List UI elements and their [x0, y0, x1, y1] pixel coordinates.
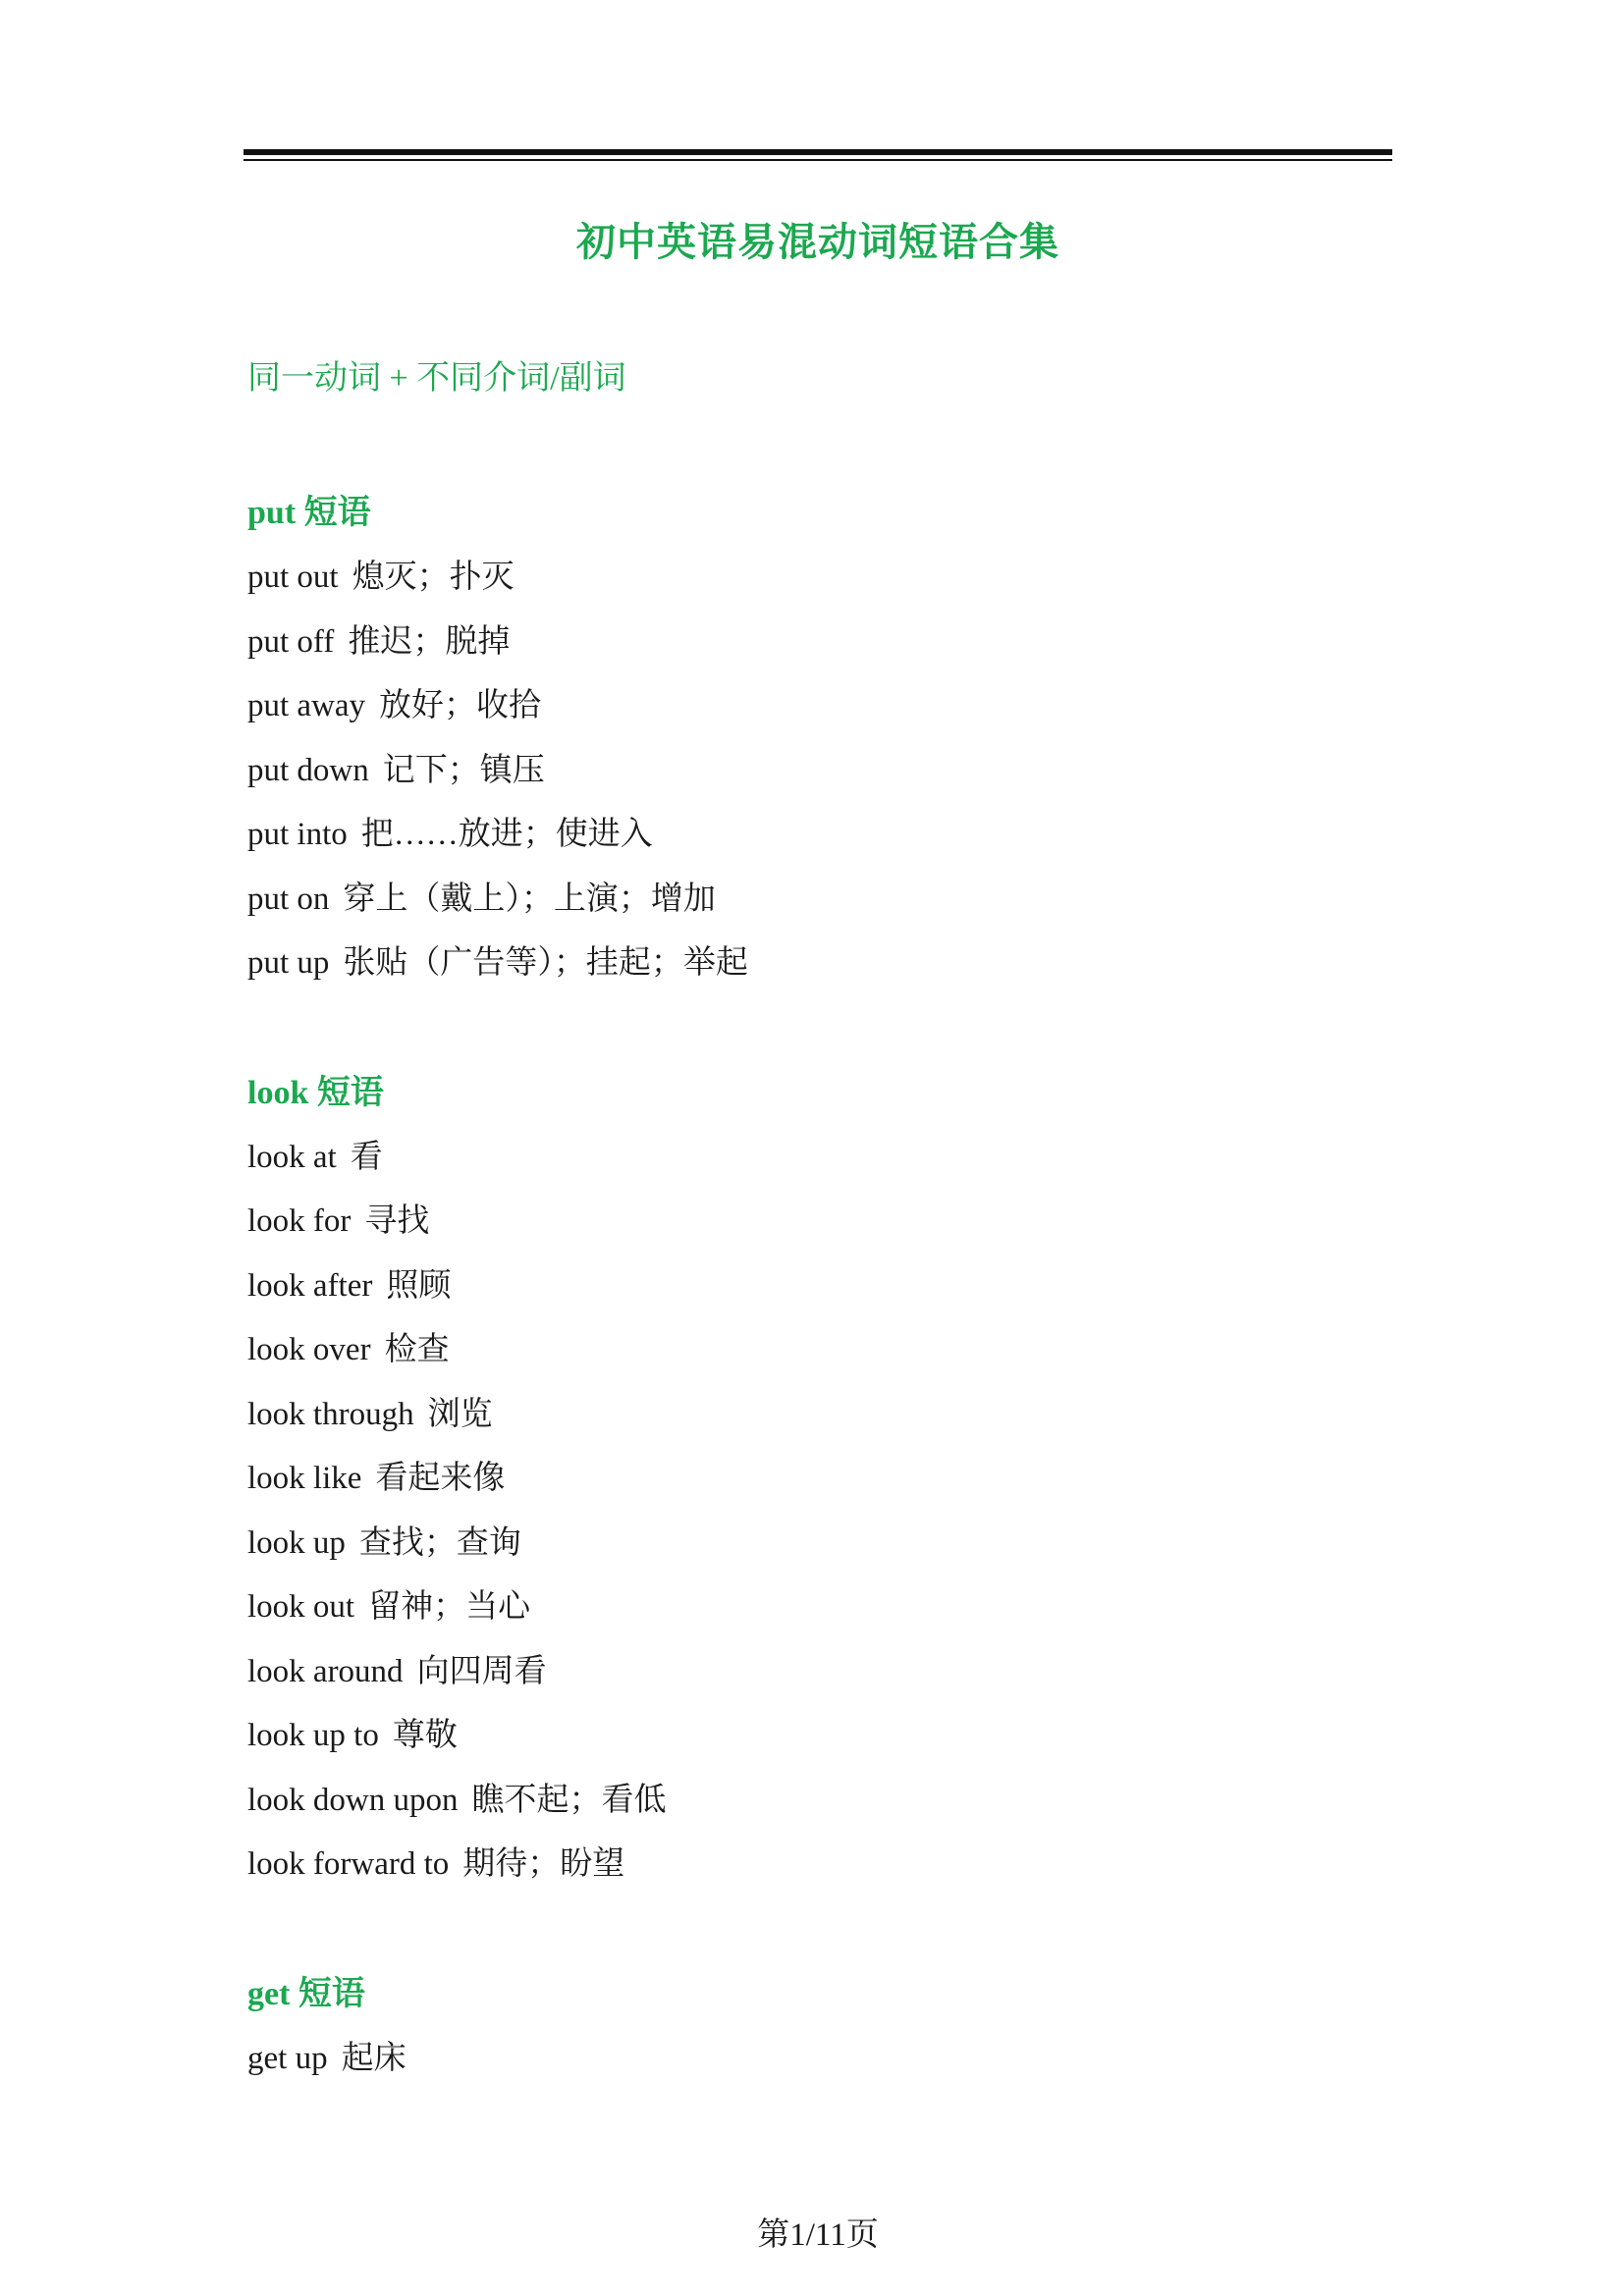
phrase-text: look after — [247, 1267, 373, 1304]
phrase-section — [247, 481, 1386, 996]
phrase-entry — [247, 1769, 1386, 1834]
phrase-text: put down — [247, 752, 369, 788]
phrase-entry — [247, 1704, 1386, 1769]
phrase-meaning: 查找；查询 — [358, 1524, 521, 1561]
phrase-text: look through — [247, 1396, 414, 1432]
phrase-meaning: 看 — [350, 1139, 383, 1175]
phrase-entry — [247, 1512, 1386, 1576]
header-rule — [244, 149, 1392, 155]
phrase-text: look at — [247, 1139, 337, 1175]
phrase-meaning: 起床 — [341, 2040, 406, 2076]
phrase-entry — [247, 1190, 1386, 1255]
phrase-text: put away — [247, 688, 366, 723]
document-title: 初中英语易混动词短语合集 — [576, 220, 1059, 264]
phrase-entry — [247, 1126, 1386, 1191]
phrase-text: put off — [247, 623, 335, 660]
phrase-meaning: 检查 — [384, 1332, 450, 1367]
phrase-entry — [247, 611, 1386, 675]
phrase-meaning: 浏览 — [427, 1396, 493, 1432]
phrase-text: look forward to — [247, 1846, 450, 1882]
phrase-meaning: 记下；镇压 — [382, 752, 545, 788]
phrase-meaning: 寻找 — [364, 1203, 430, 1239]
phrase-meaning: 瞧不起；看低 — [471, 1782, 667, 1818]
phrase-meaning: 张贴（广告等）；挂起；举起 — [343, 945, 748, 981]
phrase-meaning: 看起来像 — [375, 1461, 506, 1496]
phrase-entry — [247, 1255, 1386, 1319]
phrase-entry — [247, 674, 1386, 739]
phrase-meaning: 熄灭；扑灭 — [352, 560, 514, 595]
phrase-entry — [247, 739, 1386, 804]
header-rule-thin — [244, 159, 1392, 161]
section-heading: get 短语 — [247, 1975, 365, 2012]
phrase-text: look for — [247, 1203, 352, 1239]
section-heading: put 短语 — [247, 495, 371, 531]
phrase-entry — [247, 1640, 1386, 1705]
phrase-meaning: 把……放进；使进入 — [360, 817, 653, 852]
phrase-meaning: 留神；当心 — [368, 1589, 531, 1625]
phrase-text: put up — [247, 945, 330, 981]
phrase-entry — [247, 1383, 1386, 1448]
phrase-entry — [247, 1833, 1386, 1897]
phrase-text: look around — [247, 1653, 404, 1689]
phrase-text: look down upon — [247, 1782, 459, 1818]
phrase-entry — [247, 803, 1386, 868]
phrase-meaning: 向四周看 — [416, 1653, 547, 1689]
phrase-meaning: 照顾 — [386, 1267, 452, 1304]
phrase-section — [247, 1061, 1386, 1897]
phrase-entry — [247, 868, 1386, 933]
phrase-meaning: 尊敬 — [392, 1718, 458, 1753]
phrase-text: look over — [247, 1332, 371, 1367]
sections-container — [247, 481, 1386, 2091]
document-body — [247, 353, 1386, 2091]
phrase-section — [247, 1962, 1386, 2092]
phrase-text: look out — [247, 1589, 355, 1625]
phrase-text: put out — [247, 560, 339, 595]
phrase-entry — [247, 546, 1386, 611]
phrase-entry — [247, 1318, 1386, 1383]
document-subheading: 同一动词 + 不同介词/副词 — [247, 360, 626, 397]
phrase-entry — [247, 2027, 1386, 2092]
section-heading: look 短语 — [247, 1074, 384, 1111]
phrase-text: look up to — [247, 1718, 379, 1753]
phrase-meaning: 穿上（戴上）；上演；增加 — [343, 881, 716, 917]
phrase-text: put into — [247, 817, 348, 852]
phrase-meaning: 推迟；脱掉 — [348, 623, 511, 660]
phrase-meaning: 放好；收拾 — [379, 688, 542, 723]
phrase-text: look up — [247, 1524, 346, 1561]
phrase-entry — [247, 1575, 1386, 1640]
phrase-text: look like — [247, 1461, 362, 1496]
phrase-text: put on — [247, 881, 330, 917]
phrase-text: get up — [247, 2040, 328, 2076]
phrase-meaning: 期待；盼望 — [462, 1846, 625, 1882]
page-number: 第1/11页 — [757, 2217, 879, 2253]
phrase-entry — [247, 932, 1386, 996]
phrase-entry — [247, 1447, 1386, 1512]
